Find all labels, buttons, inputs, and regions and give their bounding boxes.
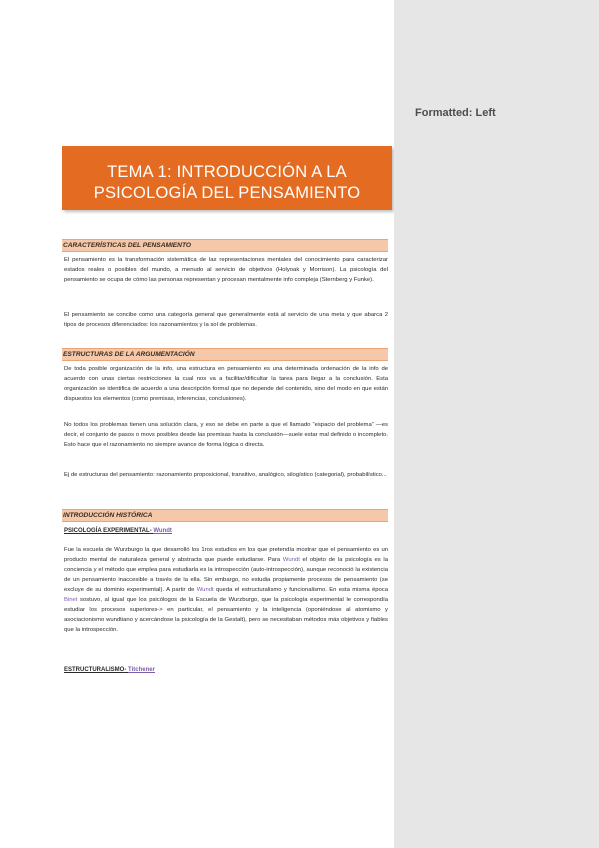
text-run: queda el estructuralismo y funcionalismo. En esta misma época (213, 587, 388, 593)
title-banner (62, 146, 392, 210)
subheading-separator: - (149, 528, 154, 534)
section-heading-label: CARACTERÍSTICAS DEL PENSAMIENTO (63, 242, 191, 249)
wundt-link[interactable]: Wundt (196, 587, 214, 593)
paragraph: De toda posible organización de la info, una estructura en pensamiento es una determinada ordenación de la info de acuerdo con unas ciertas restricciones la cual nos va a facilitar/dificultar la tarea para llegar a la conclusión. Esta organización se identifica de acuerdo a una descripción formal que no depende del contenido, sino del modo en que están dispuestos los elementos (como premisas, inferencias, conclusiones). (64, 366, 388, 402)
paragraph: El pensamiento se concibe como una categoría general que generalmente está al servicio de una meta y que abarca 2 tipos de procesos diferenciados: los razonamientos y la sol de problemas. (64, 312, 388, 328)
subheading-estructuralismo (64, 665, 155, 675)
subheading-label: PSICOLOGÍA EXPERIMENTAL (64, 528, 150, 534)
section-heading-caracteristicas (62, 239, 388, 252)
section-heading-label: ESTRUCTURAS DE LA ARGUMENTACIÓN (63, 351, 195, 358)
paragraph-historia (64, 545, 388, 635)
title-line-2: PSICOLOGÍA DEL PENSAMIENTO (93, 184, 361, 202)
section-heading-argumentacion (62, 348, 388, 361)
subheading-psicologia-experimental (64, 526, 172, 536)
text-run: sostuvo, al igual que los psicólogos de la Escuela de Wurzburgo, que la psicología experimental le correspondía estudiar los procesos superiores-> en particular, el pensamiento y la inteligencia (oponiéndose al atomismo y asociacionismo wundtiano y acercándose la psicología de la Gestalt), pero se necesitaban métodos más objetivos y fiables que la introspección. (64, 597, 388, 633)
text-run: el objeto de la psicología es la conciencia y el método que emplea para estudiarla es la introspección (auto-introspección), aunque reconoció la existencia de un pensamiento inaccesible a través de la ella. Sin embargo, no estudia propiamente procesos de pensamiento (se excluye de su dominio experimental). A partir de (64, 557, 388, 593)
titchener-link[interactable]: Titchener (128, 667, 155, 673)
formatted-comment[interactable]: Formatted: Left (415, 107, 496, 119)
title-line-1: TEMA 1: INTRODUCCIÓN A LA (107, 163, 347, 181)
comments-pane (394, 0, 599, 848)
text-run: Fue la escuela de Wurzburgo la que desarrolló los 1ros estudios en los que pretendía mostrar que el pensamiento es un producto mental de naturaleza general y abstracta que puede estudiarse. Para (64, 547, 388, 563)
paragraph: El pensamiento es la transformación sistemática de las representaciones mentales del conocimiento para caracterizar estados reales o posibles del mundo, a menudo al servicio de objetivos (Holyoak y Morrison). La psicología del pensamiento se ocupa de cómo las personas representan y procesan mentalmente info compleja (Sternberg y Funke). (64, 257, 388, 283)
paragraph: No todos los problemas tienen una solución clara, y eso se debe en parte a que el llamado “espacio del problema” —es decir, el conjunto de pasos o movs posibles desde las premisas hasta la conclusión—suele estar mal definido o incompleto. Esto hace que el razonamiento no siempre avance de forma lógica o directa. (64, 422, 388, 448)
wundt-link[interactable]: Wundt (153, 528, 172, 534)
binet-link[interactable]: Binet (64, 597, 78, 603)
page-title (62, 162, 392, 204)
section-heading-historica (62, 509, 388, 522)
wundt-link[interactable]: Wundt (282, 557, 300, 563)
section-heading-label: INTRODUCCIÓN HISTÓRICA (63, 512, 153, 519)
paragraph: Ej de estructuras del pensamiento: razonamiento proposicional, transitivo, analógico, silogístico (categorial), probabilístico... (64, 472, 387, 478)
subheading-label: ESTRUCTURALISMO (64, 667, 125, 673)
subheading-separator: - (124, 667, 129, 673)
